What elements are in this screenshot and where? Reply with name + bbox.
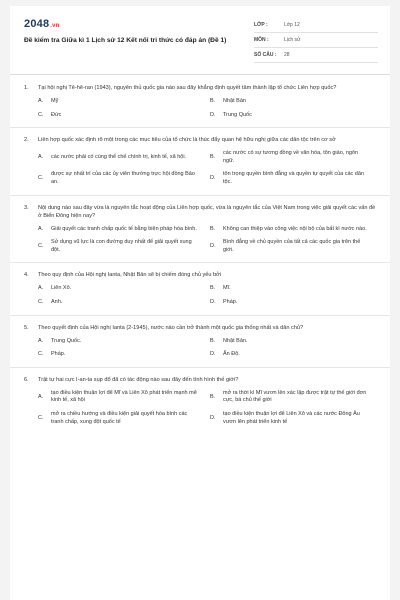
option-text: Anh. <box>51 298 63 305</box>
option-a[interactable] <box>38 226 210 234</box>
meta-value: Lịch sử <box>284 37 301 43</box>
option-label: A. <box>38 337 44 344</box>
answer-options <box>38 338 390 359</box>
option-a[interactable] <box>38 338 210 346</box>
meta-value: Lớp 12 <box>284 22 300 28</box>
question-divider <box>10 127 390 128</box>
option-text: Nhật Bản. <box>223 337 248 344</box>
answer-options <box>38 98 390 119</box>
option-label: B. <box>210 337 216 344</box>
option-text: được sự nhất trí của các ủy viên thường trực hội đồng Bảo an. <box>51 171 195 185</box>
option-text: Pháp. <box>51 351 66 358</box>
answer-options <box>38 226 390 255</box>
meta-class-row <box>254 18 378 33</box>
meta-label: MÔN : <box>254 37 269 43</box>
question-stem <box>10 84 390 92</box>
option-text: mở ra chiều hướng và điều kiện giải quyết hòa bình các tranh chấp, xung đột quốc tế <box>51 410 188 425</box>
option-label: A. <box>38 153 44 160</box>
option-text: các nước có sự tương đồng về văn hóa, tôn giáo, ngôn ngữ. <box>223 150 359 164</box>
option-text: mở ra thời kì Mĩ vươn lên xác lập được trật tự thế giới đơn cực, bá chủ thế giới <box>223 389 367 404</box>
option-c[interactable] <box>38 411 210 426</box>
option-d[interactable] <box>210 239 382 254</box>
answer-options <box>38 150 390 186</box>
option-text: các nước phải có cùng thể chế chính trị, kinh tế, xã hội. <box>51 153 187 160</box>
option-text: Trung Quốc. <box>51 337 82 344</box>
question-number: 1. <box>24 85 29 91</box>
option-label: C. <box>38 414 44 421</box>
option-label: D. <box>210 242 216 249</box>
question-text: Liên hợp quốc xác định rõ một trong các mục tiêu của tổ chức là thúc đẩy quan hệ hữu nghị giữa các dân tộc trên cơ sở <box>38 137 336 144</box>
option-label: C. <box>38 111 44 118</box>
option-text: tạo điều kiện thuận lợi để Mĩ và Liên Xô phát triển mạnh mẽ kinh tế, xã hội <box>51 389 197 404</box>
option-label: A. <box>38 98 44 104</box>
option-d[interactable] <box>210 171 382 186</box>
question-stem <box>10 136 390 144</box>
option-a[interactable] <box>38 390 210 405</box>
option-b[interactable] <box>210 150 382 165</box>
option-label: D. <box>210 414 216 421</box>
option-text: tạo điều kiện thuận lợi để Liên Xô và các nước Đông Âu vươn lên phát triển kinh tế <box>223 410 360 425</box>
logo-domain: .vn <box>50 23 60 29</box>
option-label: C. <box>38 298 44 305</box>
option-a[interactable] <box>38 150 210 165</box>
meta-count-row <box>254 48 378 63</box>
option-label: A. <box>38 393 44 400</box>
option-label: B. <box>210 153 216 160</box>
meta-subject-row <box>254 33 378 48</box>
option-text: Nhật Bản <box>223 98 246 104</box>
option-a[interactable] <box>38 285 210 293</box>
site-logo[interactable] <box>24 18 60 30</box>
exam-page <box>10 6 390 600</box>
question-divider <box>10 315 390 316</box>
question-5 <box>10 324 390 368</box>
option-d[interactable] <box>210 411 382 426</box>
option-label: D. <box>210 298 216 305</box>
meta-label: LỚP : <box>254 22 268 28</box>
option-text: tôn trọng quyền bình đẳng và quyền tự quyết của các dân tộc. <box>223 171 364 185</box>
option-d[interactable] <box>210 299 382 307</box>
option-d[interactable] <box>210 351 382 359</box>
option-label: C. <box>38 175 44 182</box>
option-d[interactable] <box>210 112 382 120</box>
option-text: Pháp. <box>223 298 238 305</box>
option-text: Không can thiệp vào công việc nội bộ của bất kì nước nào. <box>223 225 367 232</box>
question-number: 2. <box>24 137 29 144</box>
option-c[interactable] <box>38 171 210 186</box>
option-b[interactable] <box>210 226 382 234</box>
meta-value: 28 <box>284 52 290 58</box>
question-number: 6. <box>24 376 29 383</box>
option-text: Trung Quốc <box>223 111 252 118</box>
page-header <box>10 6 390 68</box>
question-text: Theo quyết định của Hội nghị Ianta (2-1945), nước nào cần trở thành một quốc gia thống nhất và dân chủ? <box>38 324 304 331</box>
option-b[interactable] <box>210 98 382 106</box>
option-c[interactable] <box>38 351 210 359</box>
option-b[interactable] <box>210 285 382 293</box>
option-label: C. <box>38 351 44 358</box>
logo-text: 2048 <box>24 18 50 30</box>
option-text: Bình đẳng về chủ quyền của tất cả các quốc gia trên thế giới. <box>223 239 361 253</box>
option-text: Liên Xô. <box>51 285 72 292</box>
option-label: B. <box>210 285 216 292</box>
question-list <box>10 84 390 430</box>
option-label: D. <box>210 111 216 118</box>
option-label: C. <box>38 242 44 249</box>
question-3 <box>10 204 390 264</box>
question-divider <box>10 195 390 196</box>
meta-label: SỐ CÂU : <box>254 52 277 58</box>
header-divider <box>10 74 390 75</box>
option-text: Đức <box>51 111 62 118</box>
question-number: 5. <box>24 324 29 331</box>
question-text: Theo quy định của Hội nghị Ianta, Nhật Bản sẽ bị chiếm đóng chủ yếu bởi <box>38 272 222 279</box>
question-stem <box>10 204 390 220</box>
question-1 <box>10 84 390 128</box>
option-label: B. <box>210 225 216 232</box>
question-divider <box>10 262 390 263</box>
question-text: Trật tự hai cực I-an-ta sụp đổ đã có tác động nào sau đây đến tình hình thế giới? <box>38 376 239 383</box>
option-b[interactable] <box>210 390 382 405</box>
option-c[interactable] <box>38 239 210 254</box>
option-text: Mỹ <box>51 98 59 104</box>
question-stem <box>10 271 390 279</box>
question-number: 4. <box>24 272 29 279</box>
exam-title: Đề kiểm tra Giữa kì 1 Lịch sử 12 Kết nối tri thức có đáp án (Đề 1) <box>24 37 227 44</box>
option-text: Mĩ. <box>223 285 231 292</box>
question-2 <box>10 136 390 195</box>
option-text: Giải quyết các tranh chấp quốc tế bằng biện pháp hòa bình. <box>51 225 197 232</box>
exam-meta <box>254 18 378 63</box>
option-b[interactable] <box>210 338 382 346</box>
option-label: D. <box>210 175 216 182</box>
option-c[interactable] <box>38 112 210 120</box>
option-label: A. <box>38 225 44 232</box>
option-label: A. <box>38 285 44 292</box>
option-text: Sử dụng vũ lực là con đường duy nhất để giải quyết xung đột. <box>51 239 192 253</box>
question-number: 3. <box>24 204 29 211</box>
option-label: B. <box>210 393 216 400</box>
answer-options <box>38 285 390 306</box>
answer-options <box>38 390 390 426</box>
question-text: Nội dung nào sau đây vừa là nguyên tắc hoạt động của Liên hợp quốc, vừa là nguyên tắc của Việt Nam trong việc giải quyết các vấn đề ở Biển Đông hiện nay? <box>38 204 376 219</box>
option-label: D. <box>210 351 216 358</box>
question-4 <box>10 271 390 315</box>
option-text: Ấn Độ. <box>223 351 240 358</box>
question-stem <box>10 376 390 384</box>
option-label: B. <box>210 98 216 104</box>
question-6 <box>10 376 390 426</box>
option-a[interactable] <box>38 98 210 106</box>
question-text: Tại hội nghị Tê-hê-ran (1943), nguyên thủ quốc gia nào sau đây khẳng định quyết tâm thành lập tổ chức Liên hợp quốc? <box>38 85 337 91</box>
question-stem <box>10 324 390 332</box>
question-divider <box>10 367 390 368</box>
option-c[interactable] <box>38 299 210 307</box>
